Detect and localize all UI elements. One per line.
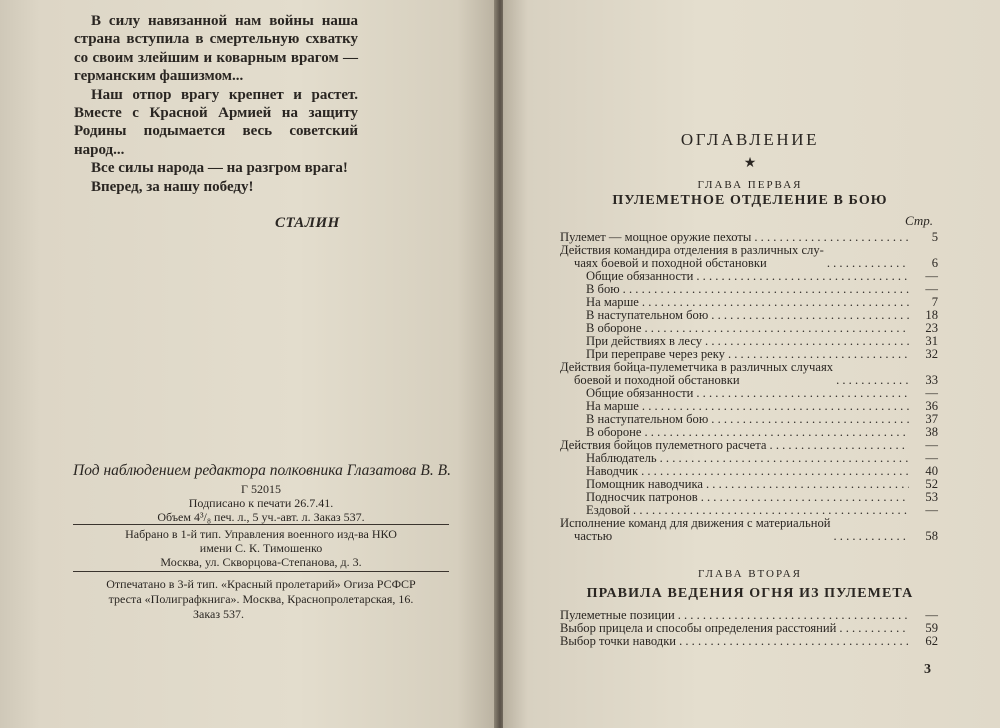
imprint-line: Отпечатано в 3-й тип. «Красный пролетарий» Огиза РСФСР bbox=[106, 577, 416, 591]
entry-title-line: частью bbox=[574, 529, 613, 543]
entry-page-number: 31 bbox=[925, 334, 938, 348]
entry-title-line: Выбор точки наводки bbox=[560, 634, 677, 648]
dot-leader bbox=[833, 530, 909, 543]
entry-title-line: Помощник наводчика bbox=[586, 477, 703, 491]
imprint-line: Москва, ул. Скворцова-Степанова, д. 3. bbox=[160, 555, 362, 569]
imprint-line: треста «Полиграфкнига». Москва, Краснопролетарская, 16. bbox=[108, 592, 414, 606]
entry-title-line: Исполнение команд для движения с материальной bbox=[560, 516, 831, 530]
entry-title-line: Подносчик патронов bbox=[586, 490, 698, 504]
entry-page-number: — bbox=[925, 451, 938, 465]
entry-title-line: В обороне bbox=[586, 425, 642, 439]
page-column-label: Стр. bbox=[905, 213, 933, 228]
entry-title-line: На марше bbox=[586, 399, 639, 413]
dot-leader bbox=[701, 491, 909, 504]
editor-line: Под наблюдением редактора полковника Глазатова В. В. bbox=[73, 462, 451, 479]
chapter-title: ПРАВИЛА ВЕДЕНИЯ ОГНЯ ИЗ ПУЛЕМЕТА bbox=[586, 586, 914, 601]
left-page bbox=[0, 0, 497, 728]
entry-title-line: Действия командира отделения в различных слу- bbox=[560, 243, 824, 257]
quote-paragraph: Вперед, за нашу победу! bbox=[91, 178, 254, 195]
entry-page-number: 53 bbox=[925, 490, 938, 504]
entry-title-line: Общие обязанности bbox=[586, 269, 694, 283]
entry-page-number: — bbox=[925, 386, 938, 400]
imprint-line: имени С. К. Тимошенко bbox=[199, 541, 323, 555]
dot-leader bbox=[827, 257, 909, 270]
imprint-line: Объем 4³/₈ печ. л., 5 уч.-авт. л. Заказ 537. bbox=[157, 510, 365, 524]
quote-paragraph: Все силы народа — на разгром врага! bbox=[91, 160, 348, 177]
entry-page-number: 18 bbox=[925, 308, 938, 322]
dot-leader bbox=[706, 478, 909, 491]
entry-page-number: — bbox=[925, 282, 938, 296]
dot-leader bbox=[836, 374, 909, 387]
entry-page-number: 33 bbox=[925, 373, 938, 387]
entry-title-line: Ездовой bbox=[586, 503, 631, 517]
stalin-quote bbox=[74, 12, 358, 196]
entry-title-line: Наблюдатель bbox=[586, 451, 657, 465]
entry-page-number: — bbox=[925, 608, 938, 622]
chapter-title: ПУЛЕМЕТНОЕ ОТДЕЛЕНИЕ В БОЮ bbox=[612, 193, 888, 208]
chapter-label: ГЛАВА ПЕРВАЯ bbox=[697, 179, 803, 191]
entry-title bbox=[560, 361, 833, 387]
entry-title-line: В наступательном бою bbox=[586, 412, 709, 426]
entry-page-number: 58 bbox=[925, 529, 938, 543]
entry-title-line: Общие обязанности bbox=[586, 386, 694, 400]
entry-title bbox=[560, 517, 830, 543]
entry-title-line: боевой и походной обстановки bbox=[574, 373, 740, 387]
page-number: 3 bbox=[924, 662, 931, 677]
entry-title-line: Пулеметные позиции bbox=[560, 608, 675, 622]
entry-title-line: В бою bbox=[586, 282, 620, 296]
entry-title-line: При действиях в лесу bbox=[586, 334, 703, 348]
entry-title-line: Наводчик bbox=[586, 464, 639, 478]
contents-entry bbox=[560, 517, 938, 543]
dot-leader bbox=[711, 309, 909, 322]
entry-title bbox=[560, 244, 824, 270]
entry-page-number: 40 bbox=[925, 464, 938, 478]
imprint-line: Г 52015 bbox=[241, 482, 281, 496]
entry-page-number: — bbox=[925, 503, 938, 517]
entry-title-line: Выбор прицела и способы определения расстояний bbox=[560, 621, 837, 635]
divider bbox=[73, 524, 449, 525]
entry-page-number: 62 bbox=[925, 634, 938, 648]
entry-page-number: 7 bbox=[931, 295, 938, 309]
contents-entry bbox=[560, 361, 938, 387]
contents-title: ОГЛАВЛЕНИЕ bbox=[680, 130, 820, 149]
entry-title bbox=[560, 270, 693, 283]
contents-entry bbox=[560, 635, 938, 648]
entry-page-number: 38 bbox=[925, 425, 938, 439]
quote-paragraph: В силу навязанной нам войны наша страна вступила в смертельную схватку со своим злейшим и коварным врагом — германским фашизмом... bbox=[74, 13, 358, 85]
dot-leader bbox=[679, 635, 909, 648]
entry-page-number: — bbox=[925, 269, 938, 283]
chapter-label: ГЛАВА ВТОРАЯ bbox=[698, 568, 802, 580]
star-icon: ★ bbox=[743, 156, 757, 171]
dot-leader bbox=[696, 387, 909, 400]
entry-page-number: 5 bbox=[931, 230, 938, 244]
entry-title bbox=[560, 635, 676, 648]
entry-title-line: В обороне bbox=[586, 321, 642, 335]
quote-author: СТАЛИН bbox=[275, 215, 340, 231]
dot-leader bbox=[705, 335, 909, 348]
entry-page-number: 6 bbox=[931, 256, 938, 270]
entry-page-number: 23 bbox=[925, 321, 938, 335]
entry-title-line: Действия бойца-пулеметчика в различных случаях bbox=[560, 360, 834, 374]
entry-title-line: На марше bbox=[586, 295, 639, 309]
dot-leader bbox=[839, 622, 909, 635]
contents-entry bbox=[560, 244, 938, 270]
dot-leader bbox=[623, 283, 909, 296]
entry-page-number: 59 bbox=[925, 621, 938, 635]
dot-leader bbox=[660, 452, 909, 465]
entry-page-number: 36 bbox=[925, 399, 938, 413]
entry-page-number: 37 bbox=[925, 412, 938, 426]
dot-leader bbox=[696, 270, 909, 283]
entry-page-number: 52 bbox=[925, 477, 938, 491]
entry-title-line: При переправе через реку bbox=[586, 347, 725, 361]
entry-title-line: чаях боевой и походной обстановки bbox=[574, 256, 767, 270]
imprint-line: Заказ 537. bbox=[193, 607, 245, 621]
dot-leader bbox=[770, 439, 909, 452]
quote-paragraph: Наш отпор врагу крепнет и растет. Вместе с Красной Армией на защиту Родины подымается весь советский народ... bbox=[74, 86, 358, 158]
entry-title-line: Действия бойцов пулеметного расчета bbox=[560, 438, 767, 452]
contents-list bbox=[560, 609, 938, 648]
entry-title-line: В наступательном бою bbox=[586, 308, 709, 322]
dot-leader bbox=[711, 413, 909, 426]
entry-title-line: Пулемет — мощное оружие пехоты bbox=[560, 230, 752, 244]
imprint-line: Набрано в 1-й тип. Управления военного изд-ва НКО bbox=[125, 527, 397, 541]
contents-list bbox=[560, 231, 938, 543]
imprint-line: Подписано к печати 26.7.41. bbox=[188, 496, 334, 510]
entry-page-number: — bbox=[925, 438, 938, 452]
entry-page-number: 32 bbox=[925, 347, 938, 361]
divider bbox=[73, 571, 449, 572]
